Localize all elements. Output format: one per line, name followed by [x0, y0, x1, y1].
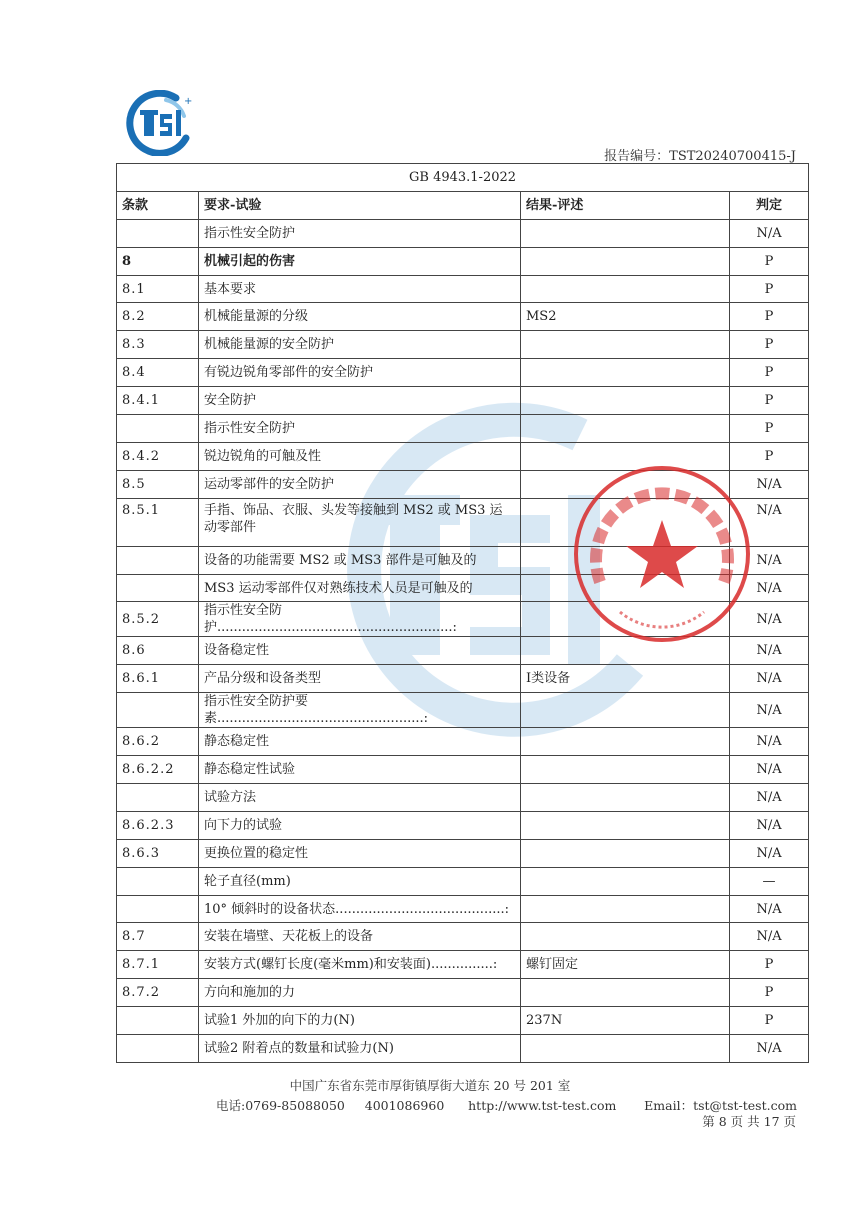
result-cell [521, 574, 730, 602]
test-results-table [116, 163, 809, 1063]
result-cell [521, 756, 730, 784]
clause-cell: 8.2 [117, 303, 199, 331]
verdict-cell: N/A [730, 895, 809, 923]
svg-text:+: + [184, 96, 193, 107]
result-cell [521, 637, 730, 665]
requirement-cell: 产品分级和设备类型 [199, 665, 521, 693]
requirement-cell: 机械能量源的安全防护 [199, 331, 521, 359]
footer-address: 中国广东省东莞市厚街镇厚街大道东 20 号 201 室 [289, 1078, 571, 1093]
clause-cell [117, 1007, 199, 1035]
table-row [117, 470, 809, 498]
requirement-cell: 安全防护 [199, 387, 521, 415]
requirement-cell: 指示性安全防护.........................................................: [199, 602, 521, 637]
verdict-cell: N/A [730, 784, 809, 812]
verdict-cell: N/A [730, 756, 809, 784]
requirement-cell: 设备稳定性 [199, 637, 521, 665]
result-cell [521, 442, 730, 470]
result-cell [521, 331, 730, 359]
verdict-cell: N/A [730, 546, 809, 574]
requirement-cell: 试验1 外加的向下的力(N) [199, 1007, 521, 1035]
table-row [117, 665, 809, 693]
header-clause: 条款 [117, 191, 199, 219]
header-verdict: 判定 [730, 191, 809, 219]
clause-cell: 8.7.2 [117, 979, 199, 1007]
table-row [117, 1007, 809, 1035]
table-row [117, 637, 809, 665]
table-row [117, 498, 809, 546]
verdict-cell: N/A [730, 470, 809, 498]
clause-cell: 8.4.2 [117, 442, 199, 470]
clause-cell: 8.4.1 [117, 387, 199, 415]
result-cell [521, 359, 730, 387]
table-row [117, 275, 809, 303]
header-row [117, 191, 809, 219]
verdict-cell: P [730, 442, 809, 470]
clause-cell [117, 693, 199, 728]
table-row [117, 784, 809, 812]
clause-cell [117, 867, 199, 895]
requirement-cell: MS3 运动零部件仅对熟练技术人员是可触及的 [199, 574, 521, 602]
table-row [117, 979, 809, 1007]
requirement-cell: 运动零部件的安全防护 [199, 470, 521, 498]
verdict-cell: N/A [730, 1035, 809, 1063]
result-cell [521, 839, 730, 867]
result-cell [521, 387, 730, 415]
table-row [117, 331, 809, 359]
footer-phone: 电话:0769-85088050 [216, 1098, 345, 1113]
requirement-cell: 方向和施加的力 [199, 979, 521, 1007]
footer-website[interactable]: http://www.tst-test.com [468, 1098, 617, 1113]
verdict-cell: N/A [730, 811, 809, 839]
verdict-cell: N/A [730, 693, 809, 728]
table-row [117, 756, 809, 784]
clause-cell: 8 [117, 247, 199, 275]
requirement-cell: 指示性安全防护 [199, 219, 521, 247]
clause-cell: 8.6.3 [117, 839, 199, 867]
requirement-cell: 锐边锐角的可触及性 [199, 442, 521, 470]
table-row [117, 693, 809, 728]
verdict-cell: N/A [730, 728, 809, 756]
verdict-cell: P [730, 951, 809, 979]
table-row [117, 867, 809, 895]
verdict-cell: P [730, 247, 809, 275]
clause-cell [117, 574, 199, 602]
standard-title: GB 4943.1-2022 [117, 164, 809, 192]
clause-cell: 8.6.2.3 [117, 811, 199, 839]
table-row [117, 546, 809, 574]
table-row [117, 1035, 809, 1063]
table-row [117, 303, 809, 331]
clause-cell [117, 219, 199, 247]
result-cell: MS2 [521, 303, 730, 331]
table-row [117, 923, 809, 951]
clause-cell [117, 415, 199, 443]
report-number: 报告编号：TST20240700415-J [604, 149, 796, 164]
requirement-cell: 设备的功能需要 MS2 或 MS3 部件是可触及的 [199, 546, 521, 574]
clause-cell [117, 784, 199, 812]
requirement-cell: 机械引起的伤害 [199, 247, 521, 275]
verdict-cell: N/A [730, 665, 809, 693]
verdict-cell: N/A [730, 839, 809, 867]
result-cell [521, 693, 730, 728]
requirement-cell: 指示性安全防护要素..................................................: [199, 693, 521, 728]
table-row [117, 574, 809, 602]
footer-hotline: 4001086960 [364, 1098, 445, 1113]
table-row [117, 247, 809, 275]
clause-cell: 8.3 [117, 331, 199, 359]
company-logo [126, 90, 196, 156]
verdict-cell: P [730, 387, 809, 415]
clause-cell: 8.4 [117, 359, 199, 387]
result-cell: 237N [521, 1007, 730, 1035]
verdict-cell: P [730, 359, 809, 387]
clause-cell: 8.5 [117, 470, 199, 498]
table-row [117, 359, 809, 387]
page-number: 第 8 页 共 17 页 [702, 1114, 796, 1129]
requirement-cell: 手指、饰品、衣服、头发等接触到 MS2 或 MS3 运动零部件 [199, 498, 521, 546]
requirement-cell: 静态稳定性 [199, 728, 521, 756]
result-cell: 螺钉固定 [521, 951, 730, 979]
requirement-cell: 轮子直径(mm) [199, 867, 521, 895]
result-cell [521, 470, 730, 498]
table-row [117, 219, 809, 247]
result-cell [521, 979, 730, 1007]
requirement-cell: 试验2 附着点的数量和试验力(N) [199, 1035, 521, 1063]
result-cell [521, 867, 730, 895]
verdict-cell: P [730, 979, 809, 1007]
result-cell [521, 728, 730, 756]
table-row [117, 811, 809, 839]
table-row [117, 728, 809, 756]
requirement-cell: 向下力的试验 [199, 811, 521, 839]
result-cell [521, 784, 730, 812]
requirement-cell: 指示性安全防护 [199, 415, 521, 443]
clause-cell: 8.5.2 [117, 602, 199, 637]
verdict-cell: P [730, 275, 809, 303]
footer-email[interactable]: Email：tst@tst-test.com [644, 1098, 797, 1113]
clause-cell: 8.6.1 [117, 665, 199, 693]
header-result: 结果-评述 [521, 191, 730, 219]
result-cell [521, 602, 730, 637]
table-row [117, 839, 809, 867]
requirement-cell: 更换位置的稳定性 [199, 839, 521, 867]
result-cell [521, 546, 730, 574]
clause-cell: 8.5.1 [117, 498, 199, 546]
verdict-cell: N/A [730, 498, 809, 546]
table-row [117, 951, 809, 979]
requirement-cell: 试验方法 [199, 784, 521, 812]
requirement-cell: 有锐边锐角零部件的安全防护 [199, 359, 521, 387]
result-cell [521, 498, 730, 546]
verdict-cell: N/A [730, 574, 809, 602]
verdict-cell: P [730, 303, 809, 331]
requirement-cell: 安装在墙壁、天花板上的设备 [199, 923, 521, 951]
clause-cell: 8.7 [117, 923, 199, 951]
header-requirement: 要求-试验 [199, 191, 521, 219]
requirement-cell: 基本要求 [199, 275, 521, 303]
result-cell [521, 247, 730, 275]
verdict-cell: P [730, 415, 809, 443]
result-cell [521, 219, 730, 247]
result-cell: I类设备 [521, 665, 730, 693]
result-cell [521, 923, 730, 951]
table-row [117, 602, 809, 637]
result-cell [521, 811, 730, 839]
standard-row [117, 164, 809, 192]
result-cell [521, 1035, 730, 1063]
table-row [117, 415, 809, 443]
clause-cell: 8.6.2 [117, 728, 199, 756]
result-cell [521, 415, 730, 443]
verdict-cell: P [730, 1007, 809, 1035]
requirement-cell: 静态稳定性试验 [199, 756, 521, 784]
requirement-cell: 安装方式(螺钉长度(毫米mm)和安装面)...............: [199, 951, 521, 979]
table-row [117, 442, 809, 470]
clause-cell: 8.6.2.2 [117, 756, 199, 784]
verdict-cell: N/A [730, 923, 809, 951]
clause-cell [117, 546, 199, 574]
table-row [117, 387, 809, 415]
verdict-cell: — [730, 867, 809, 895]
verdict-cell: N/A [730, 637, 809, 665]
result-cell [521, 275, 730, 303]
result-cell [521, 895, 730, 923]
requirement-cell: 机械能量源的分级 [199, 303, 521, 331]
clause-cell: 8.1 [117, 275, 199, 303]
clause-cell [117, 1035, 199, 1063]
verdict-cell: N/A [730, 602, 809, 637]
verdict-cell: N/A [730, 219, 809, 247]
clause-cell [117, 895, 199, 923]
requirement-cell: 10° 倾斜时的设备状态.........................................: [199, 895, 521, 923]
table-row [117, 895, 809, 923]
clause-cell: 8.7.1 [117, 951, 199, 979]
verdict-cell: P [730, 331, 809, 359]
clause-cell: 8.6 [117, 637, 199, 665]
